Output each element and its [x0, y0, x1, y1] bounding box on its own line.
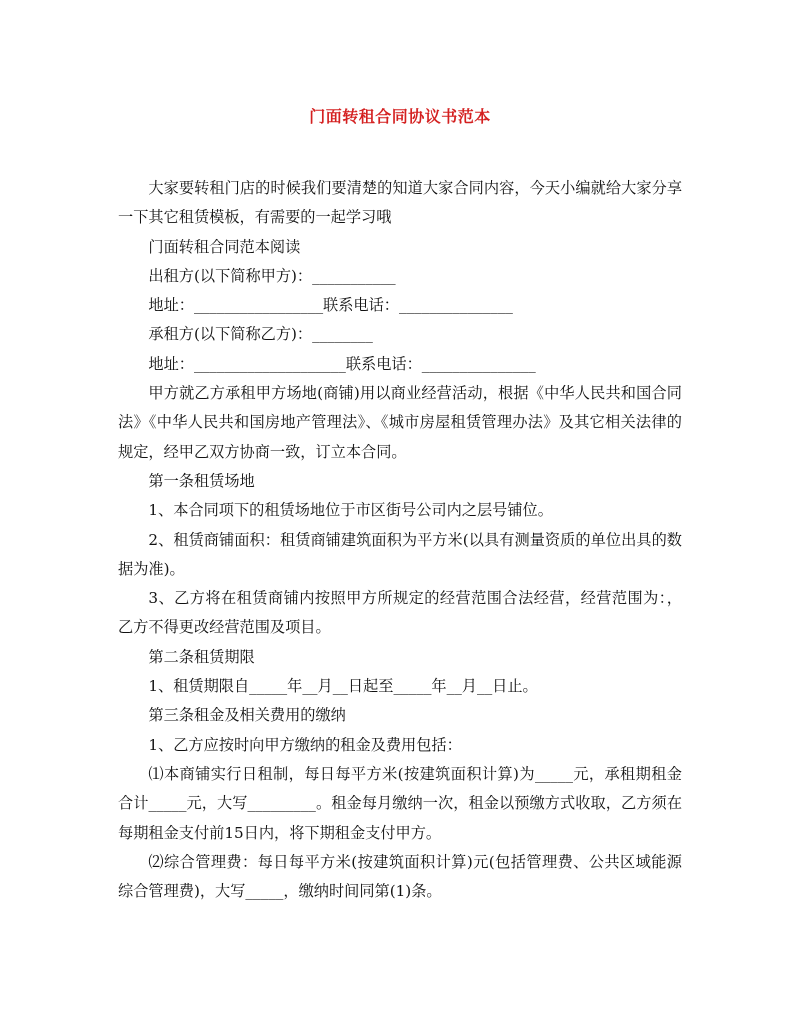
paragraph-article-2-heading: 第二条租赁期限	[148, 647, 255, 666]
paragraph-lessee-address: 地址：____________________联系电话：_______________	[148, 354, 536, 373]
paragraph-lessor-address: 地址：_________________联系电话：_______________	[148, 296, 513, 315]
paragraph-article-1-item-2: 2、租赁商铺面积：租赁商铺建筑面积为平方米(以具有测量资质的单位出具的数据为准)。	[118, 530, 682, 578]
paragraph-article-3-item-1: 1、乙方应按时向甲方缴纳的租金及费用包括：	[148, 735, 462, 754]
paragraph-article-1-item-3: 3、乙方将在租赁商铺内按照甲方所规定的经营范围合法经营，经营范围为：，乙方不得更改经营范围及项目。	[118, 589, 682, 637]
paragraph-preamble: 甲方就乙方承租甲方场地(商铺)用以商业经营活动，根据《中华人民共和国合同法》《中华人民共和国房地产管理法》、《城市房屋租赁管理办法》及其它相关法律的规定，经甲乙双方协商一致，订立本合同。	[118, 384, 682, 461]
paragraph-article-2-item-1: 1、租赁期限自_____年__月__日起至_____年__月__日止。	[148, 677, 538, 696]
paragraph-article-1-item-1: 1、本合同项下的租赁场地位于市区街号公司内之层号铺位。	[148, 501, 553, 520]
paragraph-heading: 门面转租合同范本阅读	[148, 237, 301, 256]
paragraph-article-3-sub-2: ⑵综合管理费：每日每平方米(按建筑面积计算)元(包括管理费、公共区域能源综合管理费)，大写_____，缴纳时间同第(1)条。	[118, 852, 682, 901]
document-body	[118, 174, 682, 906]
paragraph-article-1-heading: 第一条租赁场地	[148, 471, 255, 490]
paragraph-article-3-sub-1: ⑴本商铺实行日租制，每日每平方米(按建筑面积计算)为_____元，承租期租金合计_____元，大写_________。租金每月缴纳一次，租金以预缴方式收取，乙方须在每期租金支付前15日内，将下期租金支付甲方。	[118, 764, 682, 842]
paragraph-lessee: 承租方(以下简称乙方)：________	[148, 325, 373, 344]
paragraph-intro: 大家要转租门店的时候我们要清楚的知道大家合同内容，今天小编就给大家分享一下其它租赁模板，有需要的一起学习哦	[118, 179, 682, 227]
paragraph-article-3-heading: 第三条租金及相关费用的缴纳	[148, 706, 346, 725]
document-title: 门面转租合同协议书范本	[309, 107, 491, 126]
paragraph-lessor: 出租方(以下简称甲方)：___________	[148, 266, 396, 285]
